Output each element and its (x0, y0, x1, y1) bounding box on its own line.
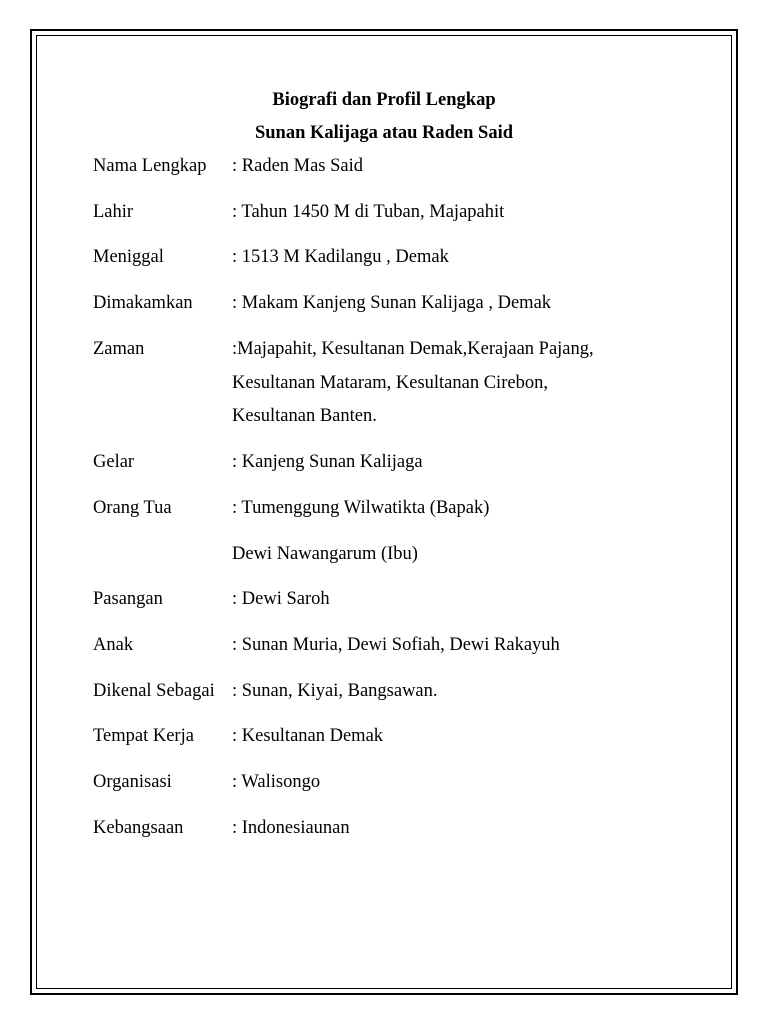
field-value: : Tumenggung Wilwatikta (Bapak) (232, 498, 490, 518)
field-label: Nama Lengkap (93, 156, 207, 176)
field-value: : Walisongo (232, 772, 321, 792)
field-label: Anak (93, 635, 134, 655)
field-value: : Makam Kanjeng Sunan Kalijaga , Demak (232, 293, 552, 313)
field-label: Zaman (93, 339, 145, 359)
field-value: : Kanjeng Sunan Kalijaga (232, 452, 423, 472)
field-label: Pasangan (93, 589, 163, 609)
title-line-1: Biografi dan Profil Lengkap (272, 90, 496, 110)
field-value: :Majapahit, Kesultanan Demak,Kerajaan Pajang, (232, 339, 594, 359)
field-value-line-2: Kesultanan Mataram, Kesultanan Cirebon, (232, 373, 548, 393)
field-value: : Dewi Saroh (232, 589, 330, 609)
field-label: Dikenal Sebagai (93, 681, 215, 701)
field-label: Gelar (93, 452, 135, 472)
field-value: : Tahun 1450 M di Tuban, Majapahit (232, 202, 505, 222)
field-value: : Sunan, Kiyai, Bangsawan. (232, 681, 438, 701)
field-value-line-3: Kesultanan Banten. (232, 406, 377, 426)
title-line-2: Sunan Kalijaga atau Raden Said (254, 123, 514, 143)
field-value: : Kesultanan Demak (232, 726, 384, 746)
field-value-line-2: Dewi Nawangarum (Ibu) (232, 544, 418, 564)
field-value: : Sunan Muria, Dewi Sofiah, Dewi Rakayuh (232, 635, 560, 655)
field-label: Orang Tua (93, 498, 172, 518)
field-label: Lahir (93, 202, 134, 222)
field-value: : 1513 M Kadilangu , Demak (232, 247, 449, 267)
field-label: Kebangsaan (93, 818, 184, 838)
field-label: Organisasi (93, 772, 172, 792)
field-value: : Raden Mas Said (232, 156, 364, 176)
field-value: : Indonesiaunan (232, 818, 350, 838)
field-label: Tempat Kerja (93, 726, 194, 746)
field-label: Dimakamkan (93, 293, 193, 313)
field-label: Meniggal (93, 247, 164, 267)
